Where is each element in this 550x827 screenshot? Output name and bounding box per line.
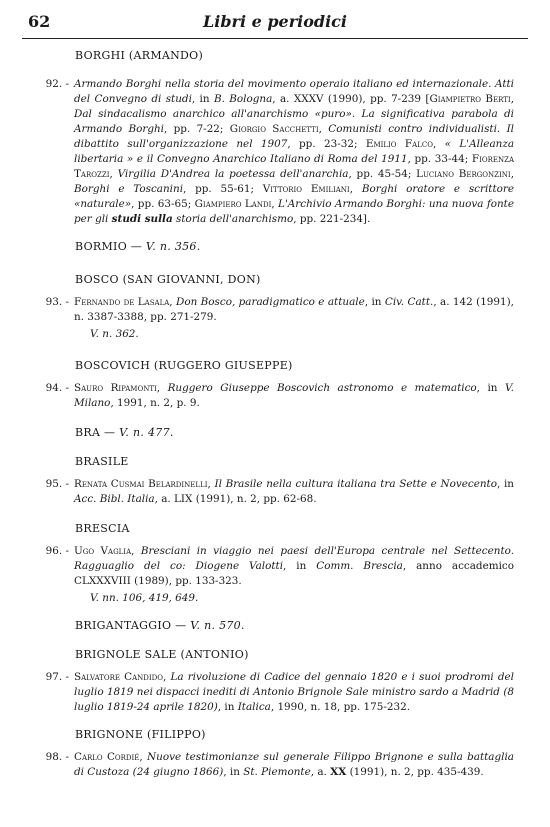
text: , in	[476, 382, 505, 394]
text: ,	[510, 93, 515, 105]
article-title: « L'Alleanza libertaria » e il Convegno Anarchico Italiano di Roma del 1911	[74, 138, 515, 165]
text: (1991), n. 2, pp. 435-439.	[346, 766, 484, 778]
journal: Comm. Brescia	[316, 560, 403, 572]
text: , pp. 221-234].	[293, 213, 371, 225]
xref-target: V. n. 570.	[190, 619, 245, 632]
entry-number: 92. -	[45, 78, 69, 90]
entry-number: 96. -	[45, 545, 69, 557]
entry-96	[22, 544, 514, 589]
text: , 1990, n. 18, pp. 175-232.	[270, 701, 411, 713]
author: Carlo Cordié	[74, 751, 140, 763]
text: , pp. 55-61;	[183, 183, 263, 195]
entry-title: Nuove testimonianze sul generale Filippo Brignone e sulla battaglia di Custoza (24 giugno 1866)	[74, 751, 514, 778]
entry-92	[22, 77, 514, 227]
heading-boscovich: BOSCOVICH (RUGGERO GIUSEPPE)	[75, 359, 293, 372]
article-title: Virgilia D'Andrea la poetessa dell'anarchia	[117, 168, 349, 180]
article-title: Borghi e Toscanini	[74, 183, 184, 195]
entry-body	[74, 77, 514, 227]
text: , a.	[310, 766, 331, 778]
text: ,	[109, 168, 118, 180]
author: Luciano Bergonzini	[416, 168, 511, 180]
xref-brigantaggio	[75, 618, 514, 633]
text: , anno accademico CLXXXVIII (1989), pp. 133-323.	[74, 560, 514, 587]
journal: V. Milano	[74, 382, 514, 409]
journal: B. Bologna	[213, 93, 273, 105]
journal: St. Piemonte	[243, 766, 311, 778]
text: , in	[217, 701, 238, 713]
xref-term: BRIGANTAGGIO —	[75, 619, 191, 632]
xref-target: V. n. 477.	[119, 426, 174, 439]
author: Renata Cusmai Belardinelli	[74, 478, 208, 490]
text: , in	[364, 296, 385, 308]
entry-93	[22, 295, 514, 325]
entry-body	[74, 381, 514, 411]
entry-body	[74, 477, 514, 507]
author: Fiorenza Tarozzi	[74, 153, 514, 180]
text: ,	[139, 751, 148, 763]
article-title: Borghi oratore e scrittore «naturale»	[74, 183, 514, 210]
author: Ugo Vaglia	[74, 545, 132, 557]
text: ,	[318, 123, 329, 135]
text: , pp. 63-65;	[131, 198, 195, 210]
entry-number: 98. -	[45, 751, 69, 763]
heading-brescia: BRESCIA	[75, 522, 130, 535]
text: , pp. 45-54;	[348, 168, 417, 180]
heading-brignone: BRIGNONE (FILIPPO)	[75, 728, 206, 741]
author: Giorgio Sacchetti	[229, 123, 319, 135]
entry-94	[22, 381, 514, 411]
text: , in	[496, 478, 514, 490]
text: , a. LIX (1991), n. 2, pp. 62-68.	[154, 493, 317, 505]
journal: Italica	[237, 701, 271, 713]
volume-number: XX	[330, 766, 347, 778]
entry-body	[74, 750, 514, 780]
entry-98	[22, 750, 514, 780]
heading-brignole-sale: BRIGNOLE SALE (ANTONIO)	[75, 648, 249, 661]
text: , in	[283, 560, 317, 572]
text: ,	[207, 478, 215, 490]
xref-bra	[75, 425, 514, 440]
heading-borghi: BORGHI (ARMANDO)	[75, 49, 204, 62]
author: Sauro Ripamonti	[74, 382, 157, 394]
entry-93-ref	[90, 327, 514, 342]
text: , in	[223, 766, 244, 778]
text: ,	[432, 138, 445, 150]
article-title-bold: studi sulla	[111, 213, 173, 225]
text: , pp. 23-32;	[287, 138, 366, 150]
author: Vittorio Emiliani	[262, 183, 350, 195]
author: Emilio Falco	[365, 138, 433, 150]
author: Salvatore Candido	[74, 671, 164, 683]
entry-body	[74, 670, 514, 715]
text: ,	[510, 168, 515, 180]
journal: Civ. Catt.	[384, 296, 434, 308]
entry-title: Il Brasile nella cultura italiana tra Sette e Novecento	[214, 478, 497, 490]
article-title: Comunisti contro individualisti. Il dibattito sull'organizzazione nel 1907	[74, 123, 514, 150]
heading-brasile: BRASILE	[75, 455, 129, 468]
author: Giampiero Landi	[194, 198, 272, 210]
author: Giampietro Berti	[429, 93, 511, 105]
page-number: 62	[28, 12, 51, 31]
xref-term: BORMIO —	[75, 240, 146, 253]
text: ,	[349, 183, 362, 195]
page-content	[22, 48, 514, 780]
journal: Acc. Bibl. Italia	[74, 493, 155, 505]
entry-body	[74, 544, 514, 589]
text: , pp. 7-22;	[163, 123, 230, 135]
xref-term: BRA —	[75, 426, 120, 439]
text: , pp. 33-44;	[407, 153, 472, 165]
entry-title: Don Bosco, paradigmatico e attuale	[175, 296, 365, 308]
text: ,	[163, 671, 171, 683]
xref-target: V. n. 356.	[145, 240, 201, 253]
entry-body	[74, 295, 514, 325]
text: , 1991, n. 2, p. 9.	[110, 397, 200, 409]
text: , in	[191, 93, 214, 105]
entry-97	[22, 670, 514, 715]
entry-number: 93. -	[45, 296, 69, 308]
article-title: L'Archivio Armando Borghi: una nuova fonte per gli	[74, 198, 514, 225]
page-header	[22, 10, 528, 39]
xref-target: V. n. 362.	[90, 328, 139, 340]
entry-title: Bresciani in viaggio nei paesi dell'Europa centrale nel Settecento. Ragguaglio del co: Diogene Valotti	[74, 545, 514, 572]
text: ,	[169, 296, 176, 308]
xref-bormio	[75, 239, 514, 254]
entry-number: 95. -	[45, 478, 69, 490]
entry-title: Armando Borghi nella storia del movimento operaio italiano ed internazionale. Atti del Convegno di studi	[74, 78, 514, 105]
text: ,	[156, 382, 168, 394]
author: Fernando de Lasala	[74, 296, 170, 308]
article-title: Dal sindacalismo anarchico all'anarchismo «puro». La significativa parabola di Armando Borghi	[74, 108, 514, 135]
text: ,	[131, 545, 141, 557]
heading-bosco: BOSCO (SAN GIOVANNI, DON)	[75, 273, 261, 286]
entry-96-ref	[90, 591, 514, 606]
entry-number: 97. -	[45, 671, 69, 683]
text: , a. XXXV (1990), pp. 7-239 [	[272, 93, 430, 105]
text: , a. 142 (1991), n. 3387-3388, pp. 271-279.	[74, 296, 514, 323]
entry-95	[22, 477, 514, 507]
article-title: storia dell'anarchismo	[172, 213, 294, 225]
xref-target: V. nn. 106, 419, 649.	[90, 592, 199, 604]
entry-title: La rivoluzione di Cadice del gennaio 1820 e i suoi prodromi del luglio 1819 nei dispacci inediti di Antonio Brignole Sale ministro sardo a Madrid (8 luglio 1819-24 aprile 1820)	[74, 671, 515, 713]
running-title: Libri e periodici	[203, 12, 347, 31]
entry-number: 94. -	[45, 382, 69, 394]
entry-title: Ruggero Giuseppe Boscovich astronomo e matematico	[167, 382, 477, 394]
text: ,	[271, 198, 279, 210]
